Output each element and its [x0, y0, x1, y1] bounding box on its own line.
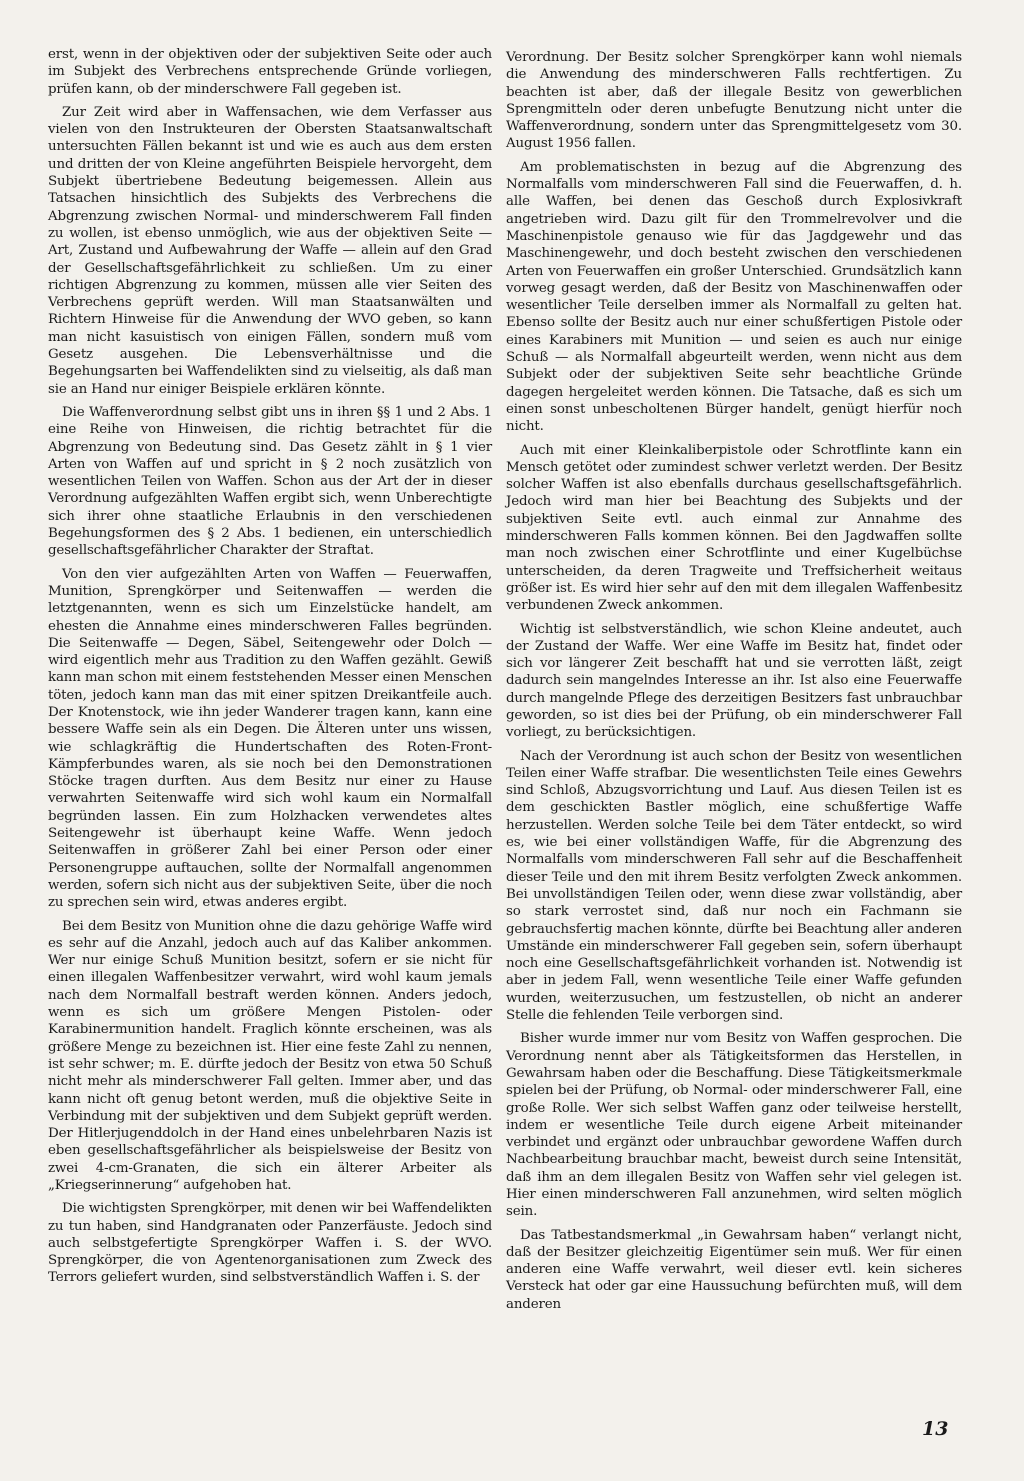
paragraph: Das Tatbestandsmerkmal „in Gewahrsam haben“ verlangt nicht, daß der Besitzer gleichzeitig Eigentümer sein muß. Wer für einen anderen eine Waffe verwahrt, weil dieser evtl. kein sicheres Versteck hat oder gar eine Haussuchung befürchten muß, will dem anderen — [506, 1227, 962, 1312]
left-text-column — [48, 46, 492, 1293]
paragraph: Die wichtigsten Sprengkörper, mit denen wir bei Waffendelikten zu tun haben, sind Handgranaten oder Panzerfäuste. Jedoch sind auch selbstgefertigte Sprengkörper Waffen i. S. der WVO. Sprengkörper, die von Agentenorganisationen zum Zweck des Terrors geliefert wurden, sind selbstverständlich Waffen i. S. der — [48, 1201, 492, 1286]
right-text-column — [506, 49, 962, 1319]
paragraph: Auch mit einer Kleinkaliberpistole oder Schrotflinte kann ein Mensch getötet oder zumindest schwer verletzt werden. Der Besitz solcher Waffen ist also ebenfalls durchaus gesellschaftsgefährlich. Jedoch wird man hier bei Beachtung des Subjekts und der subjektiven Seite evtl. auch einmal zur Annahme des minderschweren Falls kommen können. Bei den Jagdwaffen sollte man noch zwischen einer Schrotflinte und einer Kugelbüchse unterscheiden, da deren Tragweite und Treffsicherheit weitaus größer ist. Es wird hier sehr auf den mit dem illegalen Waffenbesitz verbundenen Zweck ankommen. — [506, 442, 962, 614]
paragraph: Nach der Verordnung ist auch schon der Besitz von wesentlichen Teilen einer Waffe strafbar. Die wesentlichsten Teile eines Gewehrs sind Schloß, Abzugsvorrichtung und Lauf. Aus diesen Teilen ist es dem geschickten Bastler möglich, eine schußfertige Waffe herzustellen. Werden solche Teile bei dem Täter entdeckt, so wird es, wie bei einer vollständigen Waffe, für die Abgrenzung des Normalfalls vom minderschweren Fall sehr auf die Beschaffenheit dieser Teile und den mit ihrem Besitz verfolgten Zweck ankommen. Bei unvollständigen Teilen oder, wenn diese zwar vollständig, aber so stark verrostet sind, daß nur noch ein Fachmann sie gebrauchsfertig machen könnte, dürfte bei Beachtung aller anderen Umstände ein minderschwerer Fall gegeben sein, sofern überhaupt noch eine Gesellschaftsgefährlichkeit vorhanden ist. Notwendig ist aber in jedem Fall, wenn wesentliche Teile einer Waffe gefunden wurden, weiterzusuchen, um festzustellen, ob nicht an anderer Stelle die fehlenden Teile verborgen sind. — [506, 748, 962, 1024]
paragraph: Bisher wurde immer nur vom Besitz von Waffen gesprochen. Die Verordnung nennt aber als Tätigkeitsformen das Herstellen, in Gewahrsam haben oder die Beschaffung. Diese Tätigkeitsmerkmale spielen bei der Prüfung, ob Normal- oder minderschwerer Fall, eine große Rolle. Wer sich selbst Waffen ganz oder teilweise herstellt, indem er wesentliche Teile durch eigene Arbeit miteinander verbindet und ergänzt oder unbrauchbar gewordene Waffen durch Nachbearbeitung brauchbar macht, beweist durch seine Intensität, daß ihm an dem illegalen Besitz von Waffen sehr viel gelegen ist. Hier einen minderschweren Fall anzunehmen, wird selten möglich sein. — [506, 1031, 962, 1220]
paragraph: Zur Zeit wird aber in Waffensachen, wie dem Verfasser aus vielen von den Instrukteuren der Obersten Staatsanwaltschaft untersuchten Fällen bekannt ist und wie es auch aus dem ersten und dritten der von Kleine angeführten Beispiele hervorgeht, dem Subjekt übertriebene Bedeutung beigemessen. Allein aus Tatsachen hinsichtlich des Subjekts des Verbrechens die Abgrenzung zwischen Normal- und minderschwerem Fall finden zu wollen, ist ebenso unmöglich, wie aus der objektiven Seite — Art, Zustand und Aufbewahrung der Waffe — allein auf den Grad der Gesellschaftsgefährlichkeit zu schließen. Um zu einer richtigen Abgrenzung zu kommen, müssen alle vier Seiten des Verbrechens geprüft werden. Will man Staatsanwälten und Richtern Hinweise für die Anwendung der WVO geben, so kann man nicht kasuistisch von einigen Fällen, sondern muß vom Gesetz ausgehen. Die Lebensverhältnisse und die Begehungsarten bei Waffendelikten sind zu vielseitig, als daß man sie an Hand nur einiger Beispiele erklären könnte. — [48, 104, 492, 397]
paragraph: Von den vier aufgezählten Arten von Waffen — Feuerwaffen, Munition, Sprengkörper und Seitenwaffen — werden die letztgenannten, wenn es sich um Einzelstücke handelt, am ehesten die Annahme eines minderschweren Falles begründen. Die Seitenwaffe — Degen, Säbel, Seitengewehr oder Dolch — wird eigentlich mehr aus Tradition zu den Waffen gezählt. Gewiß kann man schon mit einem feststehenden Messer einen Menschen töten, jedoch kann man das mit einer spitzen Dreikantfeile auch. Der Knotenstock, wie ihn jeder Wanderer tragen kann, kann eine bessere Waffe sein als ein Degen. Die Älteren unter uns wissen, wie schlagkräftig die Hundertschaften des Roten-Front-Kämpferbundes waren, als sie noch bei den Demonstrationen Stöcke tragen durften. Aus dem Besitz nur einer zu Hause verwahrten Seitenwaffe wird sich wohl kaum ein Normalfall begründen lassen. Ein zum Holzhacken verwendetes altes Seitengewehr ist überhaupt keine Waffe. Wenn jedoch Seitenwaffen in größerer Zahl bei einer Person oder einer Personengruppe auftauchen, sollte der Normalfall angenommen werden, sofern sich nicht aus der subjektiven Seite, über die noch zu sprechen sein wird, etwas anderes ergibt. — [48, 566, 492, 911]
paragraph: Wichtig ist selbstverständlich, wie schon Kleine andeutet, auch der Zustand der Waffe. Wer eine Waffe im Besitz hat, findet oder sich vor längerer Zeit beschafft hat und sie verrotten läßt, zeigt dadurch sein mangelndes Interesse an ihr. Ist also eine Feuerwaffe durch mangelnde Pflege des derzeitigen Besitzers fast unbrauchbar geworden, so ist dies bei der Prüfung, ob ein minderschwerer Fall vorliegt, zu berücksichtigen. — [506, 621, 962, 741]
paragraph: Die Waffenverordnung selbst gibt uns in ihren §§ 1 und 2 Abs. 1 eine Reihe von Hinweisen, die richtig betrachtet für die Abgrenzung von Bedeutung sind. Das Gesetz zählt in § 1 vier Arten von Waffen auf und spricht in § 2 noch zusätzlich von wesentlichen Teilen von Waffen. Schon aus der Art der in dieser Verordnung aufgezählten Waffen ergibt sich, wenn Unberechtigte sich ihrer ohne staatliche Erlaubnis in den verschiedenen Begehungsformen des § 2 Abs. 1 bedienen, ein unterschiedlich gesellschaftsgefährlicher Charakter der Straftat. — [48, 404, 492, 559]
paragraph: Am problematischsten in bezug auf die Abgrenzung des Normalfalls vom minderschweren Fall sind die Feuerwaffen, d. h. alle Waffen, bei denen das Geschoß durch Explosivkraft angetrieben wird. Dazu gilt für den Trommelrevolver und die Maschinenpistole genauso wie für das Jagdgewehr und das Maschinengewehr, und doch besteht zwischen den verschiedenen Arten von Feuerwaffen ein großer Unterschied. Grundsätzlich kann vorweg gesagt werden, daß der Besitz von Maschinenwaffen oder wesentlicher Teile derselben immer als Normalfall zu gelten hat. Ebenso sollte der Besitz auch nur einer schußfertigen Pistole oder eines Karabiners mit Munition — und seien es auch nur einige Schuß — als Normalfall abgeurteilt werden, wenn nicht aus dem Subjekt oder der subjektiven Seite sehr beachtliche Gründe dagegen hergeleitet werden können. Die Tatsache, daß es sich um einen sonst unbescholtenen Bürger handelt, genügt hierfür noch nicht. — [506, 159, 962, 435]
paragraph: Verordnung. Der Besitz solcher Sprengkörper kann wohl niemals die Anwendung des minderschweren Falls rechtfertigen. Zu beachten ist aber, daß der illegale Besitz von gewerblichen Sprengmitteln oder deren unbefugte Benutzung nicht unter die Waffenverordnung, sondern unter das Sprengmittelgesetz vom 30. August 1956 fallen. — [506, 50, 962, 152]
paragraph: Bei dem Besitz von Munition ohne die dazu gehörige Waffe wird es sehr auf die Anzahl, jedoch auch auf das Kaliber ankommen. Wer nur einige Schuß Munition besitzt, sofern er sie nicht für einen illegalen Waffenbesitzer verwahrt, wird wohl kaum jemals nach dem Normalfall bestraft werden können. Anders jedoch, wenn es sich um größere Mengen Pistolen- oder Karabinermunition handelt. Fraglich könnte erscheinen, was als größere Menge zu bezeichnen ist. Hier eine feste Zahl zu nennen, ist sehr schwer; m. E. dürfte jedoch der Besitz von etwa 50 Schuß nicht mehr als minderschwerer Fall gelten. Immer aber, und das kann nicht oft genug betont werden, muß die objektive Seite in Verbindung mit der subjektiven und dem Subjekt geprüft werden. Der Hitlerjugenddolch in der Hand eines unbelehrbaren Nazis ist eben gesellschaftsgefährlicher als beispielsweise der Besitz von zwei 4-cm-Granaten, die sich ein älterer Arbeiter als „Kriegserinnerung“ aufgehoben hat. — [48, 918, 492, 1193]
paragraph: erst, wenn in der objektiven oder der subjektiven Seite oder auch im Subjekt des Verbrechens entsprechende Gründe vorliegen, prüfen kann, ob der minderschwere Fall gegeben ist. — [48, 47, 492, 97]
page-number: 13 — [922, 1418, 949, 1440]
